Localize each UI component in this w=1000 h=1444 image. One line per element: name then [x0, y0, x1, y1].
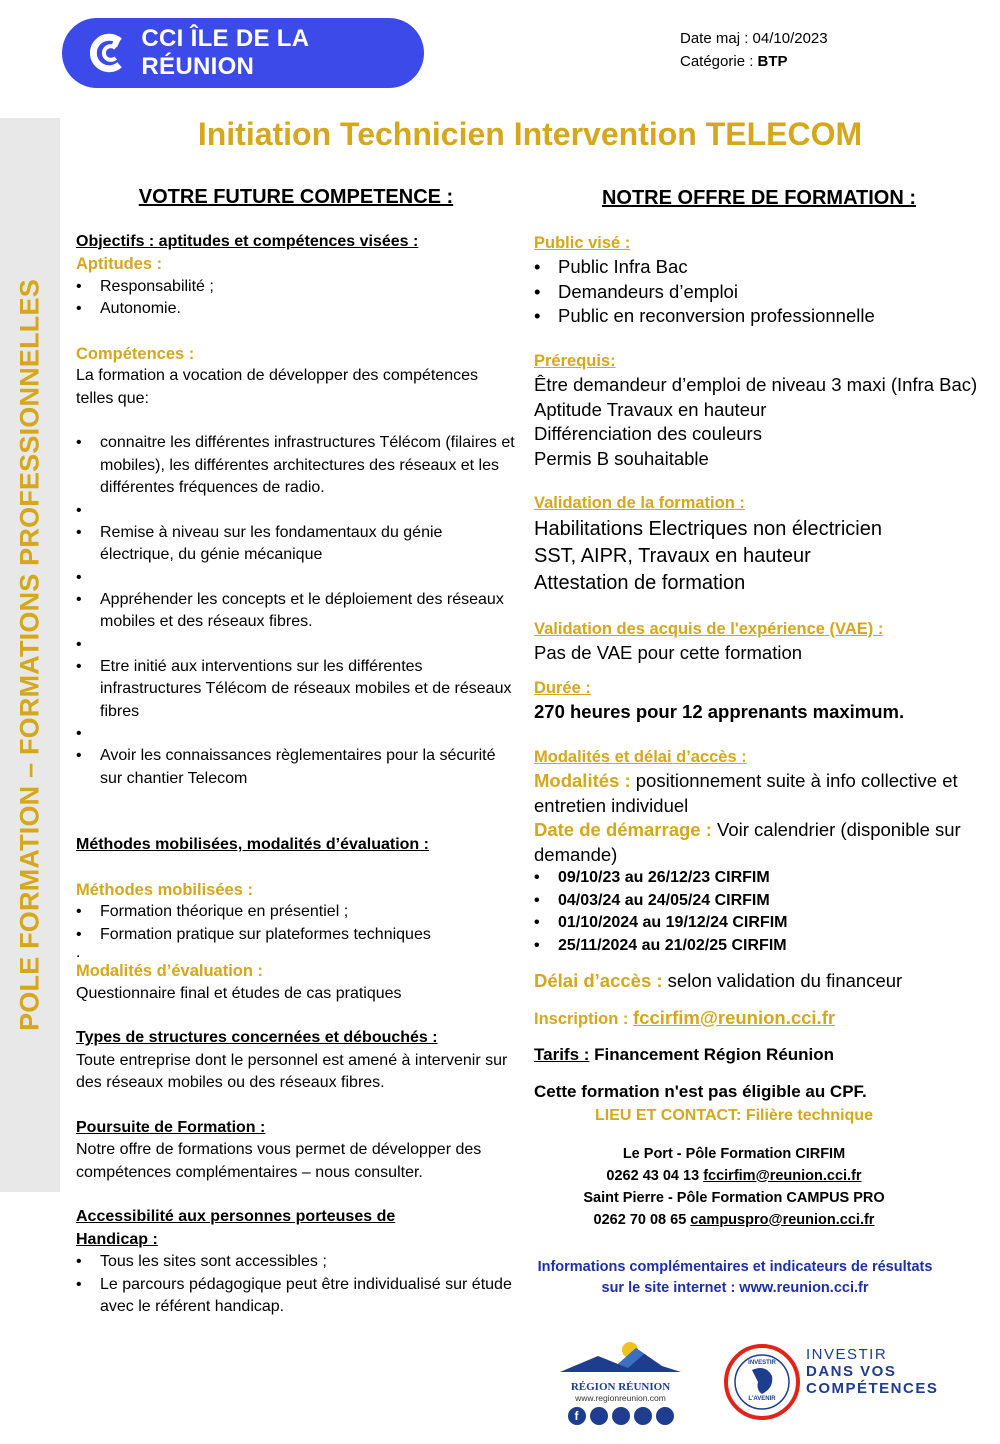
competences-list [76, 432, 516, 790]
site2-name: Saint Pierre - Pôle Formation CAMPUS PRO [583, 1189, 885, 1206]
list-item: • Public en reconversion professionnelle [534, 304, 984, 329]
right-column [534, 186, 984, 1299]
twitter-icon[interactable] [590, 1407, 608, 1425]
region-name: RÉGION RÉUNION [570, 1381, 671, 1393]
session-item: • 09/10/23 au 26/12/23 CIRFIM [534, 867, 984, 890]
competences-intro: La formation a vocation de développer des compétences telles que: [76, 367, 479, 407]
duree-label: Durée : [534, 678, 591, 697]
region-mountain-icon [558, 1338, 683, 1376]
modalites-label: Modalités et délai d’accès : [534, 747, 747, 766]
investir-avenir-badge-icon [722, 1342, 802, 1422]
demarrage-text: Date de démarrage : Voir calendrier (disponible sur demande) [534, 819, 961, 865]
contact-block [534, 1143, 934, 1231]
aptitudes-list [76, 276, 516, 321]
prerequis-item: Aptitude Travaux en hauteur [534, 398, 767, 420]
prerequis-item: Différenciation des couleurs [534, 423, 762, 444]
access-list [76, 1251, 516, 1319]
poursuite-title: Poursuite de Formation : [76, 1118, 266, 1136]
access-title: Accessibilité aux personnes porteuses de Handicap : [76, 1208, 396, 1248]
methodes-list [76, 901, 516, 946]
list-item: • Remise à niveau sur les fondamentaux du génie électrique, du génie mécanique [76, 522, 516, 567]
investir-text: INVESTIR DANS VOS COMPÉTENCES [806, 1346, 939, 1397]
list-item: • Appréhender les concepts et le déploiement des réseaux mobiles et des réseaux fibres. [76, 589, 516, 634]
list-item: • Formation pratique sur plateformes techniques [76, 924, 516, 947]
facebook-icon[interactable]: f [568, 1407, 586, 1425]
list-item: • Etre initié aux interventions sur les différentes infrastructures Télécom de réseaux mobiles et de réseaux fibres [76, 656, 516, 724]
site2-email-link[interactable]: campuspro@reunion.cci.fr [690, 1211, 875, 1228]
instagram-icon[interactable] [612, 1407, 630, 1425]
side-label: POLE FORMATION – FORMATIONS PROFESSIONNELLES [14, 279, 45, 1031]
list-item: • Public Infra Bac [534, 255, 984, 280]
page-title: Initiation Technicien Intervention TELECOM [197, 116, 863, 152]
social-icons [558, 1407, 683, 1425]
youtube-icon[interactable] [634, 1407, 652, 1425]
list-item: • Formation théorique en présentiel ; [76, 901, 516, 924]
list-item: • Autonomie. [76, 298, 516, 321]
session-item: • 04/03/24 au 24/05/24 CIRFIM [534, 890, 984, 913]
validation-item: SST, AIPR, Travaux en hauteur [534, 544, 811, 567]
site1-email-link[interactable]: fccirfim@reunion.cci.fr [703, 1167, 862, 1184]
duree-text: 270 heures pour 12 apprenants maximum. [534, 701, 905, 722]
methodes-title: Méthodes mobilisées, modalités d’évaluation : [76, 836, 429, 853]
types-title: Types de structures concernées et débouchés : [76, 1029, 438, 1046]
modalites-text: Modalités : positionnement suite à info collective et entretien individuel [534, 770, 958, 816]
inscription-email-link[interactable]: fccirfim@reunion.cci.fr [633, 1006, 836, 1028]
list-item: • Avoir les connaissances règlementaires pour la sécurité sur chantier Telecom [76, 745, 516, 790]
sessions-list [534, 867, 984, 957]
list-item: • Responsabilité ; [76, 276, 516, 299]
aptitudes-label: Aptitudes : [76, 255, 163, 273]
validation-item: Habilitations Electriques non électricien [534, 517, 882, 540]
left-column [76, 186, 516, 1319]
objectifs-title: Objectifs : aptitudes et compétences visées : [76, 232, 419, 250]
list-item: • Demandeurs d’emploi [534, 280, 984, 305]
competences-label: Compétences : [76, 344, 195, 363]
tarifs: Tarifs : Financement Région Réunion [534, 1045, 835, 1064]
validation-label: Validation de la formation : [534, 494, 745, 512]
cpf-text: Cette formation n'est pas éligible au CPF. [534, 1081, 867, 1101]
footer-logos [540, 1338, 960, 1438]
site1-name: Le Port - Pôle Formation CIRFIM [622, 1145, 846, 1162]
lieu-label: LIEU ET CONTACT: Filière technique [595, 1107, 873, 1124]
site2-contact: 0262 70 08 65 campuspro@reunion.cci.fr [593, 1211, 875, 1228]
prerequis-item: Être demandeur d’emploi de niveau 3 maxi (Infra Bac) [534, 374, 978, 395]
list-item: • Le parcours pédagogique peut être individualisé sur étude avec le référent handicap. [76, 1274, 516, 1319]
list-item: • Tous les sites sont accessibles ; [76, 1251, 516, 1274]
inscription: Inscription : fccirfim@reunion.cci.fr [534, 1006, 836, 1028]
logo-text: CCI ÎLE DE LA RÉUNION [141, 25, 309, 80]
session-item: • 01/10/2024 au 19/12/24 CIRFIM [534, 912, 984, 935]
region-url: www.regionreunion.com [575, 1393, 666, 1403]
session-item: • 25/11/2024 au 21/02/25 CIRFIM [534, 935, 984, 958]
vae-text: Pas de VAE pour cette formation [534, 642, 803, 663]
evaluation-text: Questionnaire final et études de cas pratiques [76, 984, 402, 1002]
badge-bottom: L'AVENIR [748, 1396, 776, 1402]
public-label: Public visé : [534, 233, 631, 252]
info-line: Informations complémentaires et indicateurs de résultats [537, 1258, 933, 1275]
category: Catégorie : BTP [680, 53, 788, 70]
cci-logo [62, 18, 424, 88]
evaluation-label: Modalités d’évaluation : [76, 962, 264, 980]
badge-top: INVESTIR [748, 1360, 776, 1366]
info-block [490, 1257, 980, 1299]
poursuite-text: Notre offre de formations vous permet de développer des compétences complémentaires – nous consulter. [76, 1141, 482, 1181]
prerequis-label: Prérequis: [534, 351, 616, 370]
region-reunion-logo [558, 1338, 683, 1438]
vae-label: Validation des acquis de l'expérience (VAE) : [534, 619, 884, 638]
methodes-dot: . [76, 944, 81, 961]
public-list [534, 255, 984, 329]
prerequis-item: Permis B souhaitable [534, 447, 709, 469]
info-line[interactable]: sur le site internet : www.reunion.cci.fr [601, 1279, 869, 1296]
left-heading: VOTRE FUTURE COMPETENCE : [138, 186, 454, 208]
tv-icon[interactable] [656, 1407, 674, 1425]
list-item: • connaitre les différentes infrastructures Télécom (filaires et mobiles), les différentes architectures des réseaux et les différentes fréquences de radio. [76, 432, 516, 500]
types-text: Toute entreprise dont le personnel est amené à intervenir sur des réseaux mobiles ou des réseaux fibres. [76, 1051, 508, 1091]
update-date: Date maj : 04/10/2023 [680, 30, 828, 47]
right-heading: NOTRE OFFRE DE FORMATION : [601, 187, 917, 209]
validation-item: Attestation de formation [534, 571, 746, 594]
cci-logo-icon [90, 33, 129, 73]
site1-contact: 0262 43 04 13 fccirfim@reunion.cci.fr [606, 1167, 862, 1184]
methodes-label: Méthodes mobilisées : [76, 880, 253, 899]
delai-text: Délai d’accès : selon validation du financeur [534, 970, 903, 991]
document-meta [680, 27, 828, 73]
